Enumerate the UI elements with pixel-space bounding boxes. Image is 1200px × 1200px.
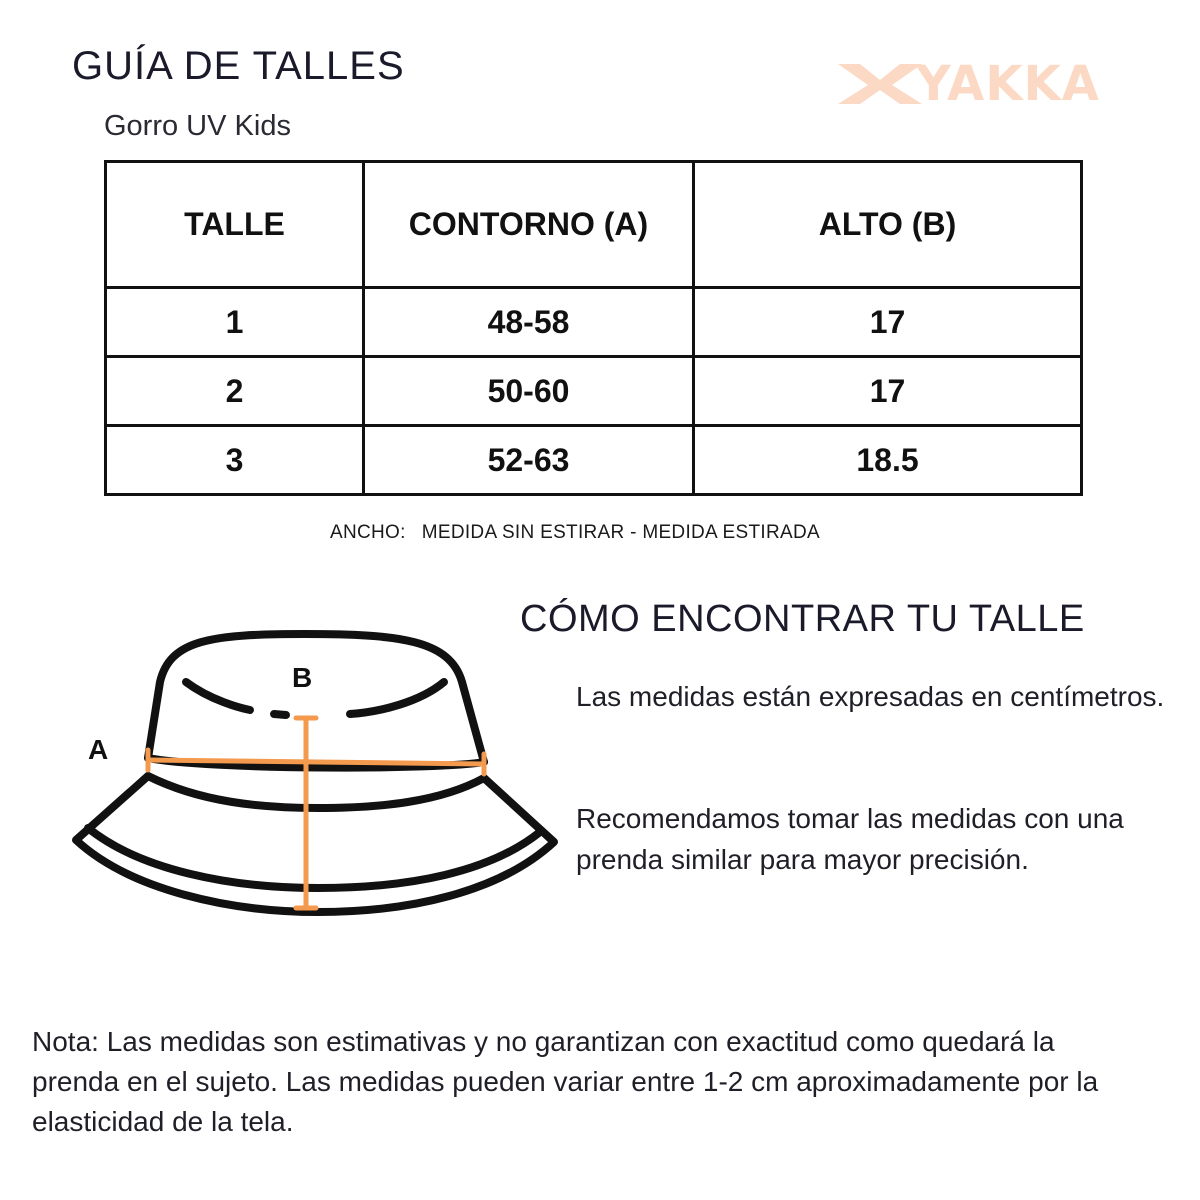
cell-talle: 2 (106, 357, 364, 426)
units-paragraph: Las medidas están expresadas en centímetros. (576, 681, 1165, 712)
table-row (106, 426, 1082, 495)
cell-contorno: 48-58 (364, 288, 694, 357)
diagram-label-b: B (292, 662, 313, 693)
cell-alto: 18.5 (694, 426, 1082, 495)
bucket-hat-diagram-icon (60, 620, 580, 940)
table-row (106, 357, 1082, 426)
column-header-alto: ALTO (B) (694, 162, 1082, 288)
cell-talle: 1 (106, 288, 364, 357)
table-header-row (106, 162, 1082, 288)
brand-wordmark: YAKKA (916, 56, 1100, 112)
ancho-note (0, 522, 1150, 544)
cell-contorno: 52-63 (364, 426, 694, 495)
size-table (104, 160, 1083, 496)
how-to-title: CÓMO ENCONTRAR TU TALLE (520, 598, 1085, 640)
column-header-contorno: CONTORNO (A) (364, 162, 694, 288)
diagram-label-a: A (88, 734, 109, 765)
recommendation-paragraph: Recomendamos tomar las medidas con una prenda similar para mayor precisión. (576, 803, 1124, 875)
ancho-label: ANCHO: (330, 522, 406, 543)
cell-alto: 17 (694, 288, 1082, 357)
cell-talle: 3 (106, 426, 364, 495)
product-subtitle: Gorro UV Kids (104, 110, 291, 142)
page-title: GUÍA DE TALLES (72, 44, 405, 88)
table-row (106, 288, 1082, 357)
cell-contorno: 50-60 (364, 357, 694, 426)
footnote: Nota: Las medidas son estimativas y no garantizan con exactitud como quedará la prenda en el sujeto. Las medidas pueden variar entre 1-2 cm aproximadamente por la elasticidad de la tela. (32, 1026, 1099, 1137)
cell-alto: 17 (694, 357, 1082, 426)
ancho-text: MEDIDA SIN ESTIRAR - MEDIDA ESTIRADA (421, 522, 820, 543)
column-header-talle: TALLE (106, 162, 364, 288)
